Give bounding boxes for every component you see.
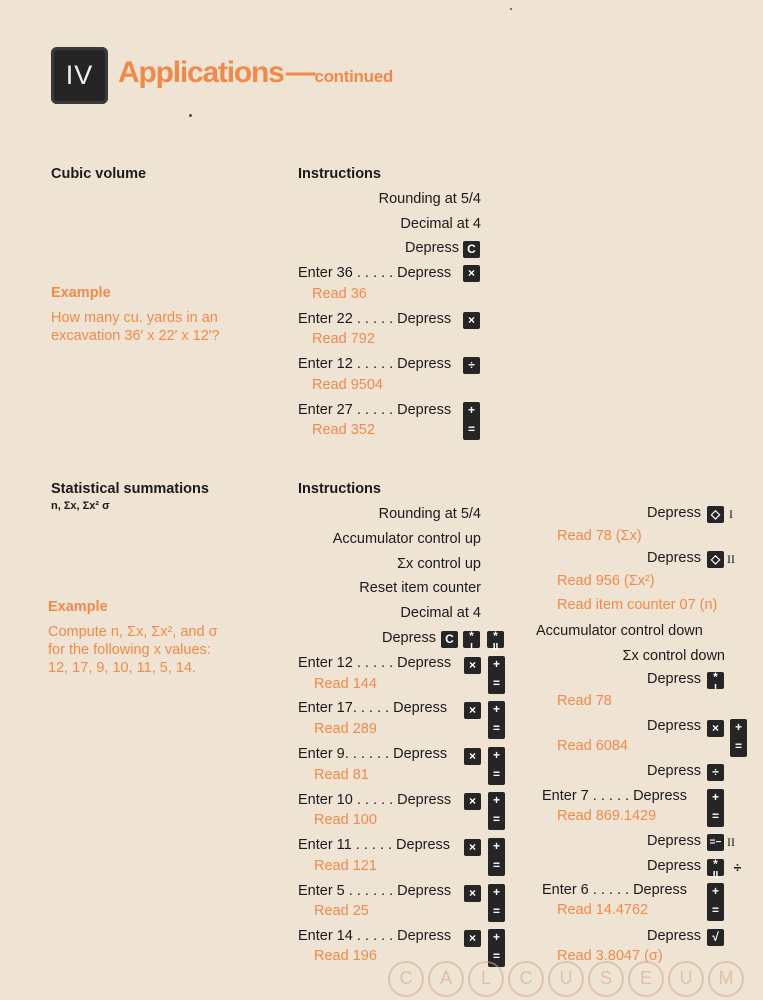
key-multiply: ×	[464, 748, 481, 765]
r-read-956: Read 956 (Σx²)	[557, 573, 655, 589]
statistical-summations-heading: Statistical summations	[51, 481, 209, 497]
r-read-869: Read 869.1429	[557, 808, 657, 824]
stat-enter-14: Enter 14 . . . . . Depress	[298, 928, 452, 944]
stat-reset-counter: Reset item counter	[359, 580, 481, 596]
stat-enter-11: Enter 11 . . . . . Depress	[298, 837, 451, 853]
title-continued: continued	[314, 67, 393, 86]
r-depress-minus-eq: Depress	[647, 833, 701, 849]
statistical-subheading: n, Σx, Σx² σ	[51, 500, 110, 512]
divide-symbol: ÷	[733, 859, 742, 875]
r-depress-diamond-1: Depress	[647, 505, 701, 521]
roman-ii-label: II	[727, 835, 735, 849]
stat-read-81: Read 81	[314, 767, 369, 783]
key-multiply: ×	[707, 720, 724, 737]
example-text-1b: excavation 36′ x 22′ x 12′?	[51, 328, 220, 344]
read-352: Read 352	[312, 422, 375, 438]
r-read-78: Read 78	[557, 693, 612, 709]
r-read-item-counter: Read item counter 07 (n)	[557, 597, 718, 613]
key-plus-equals: + =	[463, 402, 480, 440]
r-accum-down: Accumulator control down	[536, 623, 703, 639]
key-multiply: ×	[464, 657, 481, 674]
title-dash: —	[285, 56, 315, 89]
key-multiply: ×	[463, 265, 480, 282]
key-plus-equals: + =	[488, 884, 505, 922]
key-diamond: ◇	[707, 551, 724, 568]
key-plus-equals: + =	[488, 656, 505, 694]
stat-depress: Depress	[382, 630, 436, 646]
instructions-heading-1: Instructions	[298, 166, 381, 182]
key-plus-equals: + =	[707, 883, 724, 921]
key-star-2: * II	[487, 631, 504, 648]
stat-decimal: Decimal at 4	[400, 605, 481, 621]
key-plus-equals: + =	[488, 929, 505, 967]
key-multiply: ×	[464, 930, 481, 947]
calcuseum-watermark: C A L C U S E U M	[380, 958, 763, 1000]
stat-read-121: Read 121	[314, 858, 377, 874]
read-36: Read 36	[312, 286, 367, 302]
r-depress-star: Depress	[647, 671, 701, 687]
cubic-volume-heading: Cubic volume	[51, 166, 147, 182]
paper-fleck	[510, 8, 512, 10]
stat-enter-5: Enter 5 . . . . . . Depress	[298, 883, 452, 899]
roman-ii-label: II	[727, 552, 735, 566]
r-sigma-down: Σx control down	[622, 648, 725, 664]
stat-enter-9: Enter 9. . . . . . Depress	[298, 746, 448, 762]
r-enter-7: Enter 7 . . . . . Depress	[542, 788, 688, 804]
key-divide: ÷	[707, 764, 724, 781]
r-read-78-sigma: Read 78 (Σx)	[557, 528, 642, 544]
key-star-1: * I	[707, 672, 724, 689]
example-text-2b: for the following x values:	[48, 642, 211, 658]
example-text-2a: Compute n, Σx, Σx², and σ	[48, 624, 218, 640]
key-plus-equals: + =	[707, 789, 724, 827]
stat-read-289: Read 289	[314, 721, 377, 737]
step-enter-27: Enter 27 . . . . . Depress	[298, 402, 452, 418]
step-depress: Depress	[405, 240, 459, 256]
key-sqrt: √	[707, 929, 724, 946]
key-plus-equals: + =	[488, 747, 505, 785]
key-minus-equals: =−	[707, 834, 724, 851]
stat-accum-up: Accumulator control up	[332, 531, 481, 547]
r-read-14: Read 14.4762	[557, 902, 649, 918]
stat-sigma-up: Σx control up	[397, 556, 481, 572]
example-label-1: Example	[51, 285, 111, 301]
read-792: Read 792	[312, 331, 375, 347]
key-clear: C	[441, 631, 458, 648]
step-enter-36: Enter 36 . . . . . Depress	[298, 265, 452, 281]
stat-rounding: Rounding at 5/4	[378, 506, 481, 522]
read-9504: Read 9504	[312, 377, 383, 393]
key-plus-equals: + =	[730, 719, 747, 757]
instructions-heading-2: Instructions	[298, 481, 381, 497]
paper-fleck	[189, 114, 192, 117]
r-read-sigma: Read 3.8047 (σ)	[557, 948, 663, 964]
example-text-2c: 12, 17, 9, 10, 11, 5, 14.	[48, 660, 197, 676]
step-enter-12: Enter 12 . . . . . Depress	[298, 356, 452, 372]
r-depress-sqrt: Depress	[647, 928, 701, 944]
key-diamond: ◇	[707, 506, 724, 523]
r-depress-mult-plus: Depress	[647, 718, 701, 734]
key-plus-equals: + =	[488, 792, 505, 830]
key-star-2: * II	[707, 859, 724, 876]
example-text-1a: How many cu. yards in an	[51, 310, 218, 326]
stat-enter-17: Enter 17. . . . . Depress	[298, 700, 448, 716]
stat-enter-12: Enter 12 . . . . . Depress	[298, 655, 452, 671]
stat-read-100: Read 100	[314, 812, 377, 828]
key-plus-equals: + =	[488, 838, 505, 876]
key-multiply: ×	[464, 839, 481, 856]
key-star-1: * I	[463, 631, 480, 648]
r-enter-6: Enter 6 . . . . . Depress	[542, 882, 688, 898]
r-read-6084: Read 6084	[557, 738, 628, 754]
stat-read-144: Read 144	[314, 676, 377, 692]
key-multiply: ×	[464, 793, 481, 810]
r-depress-divide: Depress	[647, 763, 701, 779]
stat-read-25: Read 25	[314, 903, 369, 919]
stat-read-196: Read 196	[314, 948, 377, 964]
r-depress-star-divide: Depress	[647, 858, 701, 874]
r-depress-diamond-2: Depress	[647, 550, 701, 566]
chapter-badge	[51, 47, 108, 104]
key-plus-equals: + =	[488, 701, 505, 739]
key-divide: ÷	[463, 357, 480, 374]
chapter-number: IV	[65, 60, 94, 90]
key-multiply: ×	[463, 312, 480, 329]
step-decimal: Decimal at 4	[400, 216, 481, 232]
example-label-2: Example	[48, 599, 108, 615]
page-title: Applications—continued	[118, 56, 393, 89]
step-enter-22: Enter 22 . . . . . Depress	[298, 311, 452, 327]
roman-i-label: I	[729, 507, 733, 521]
key-clear: C	[463, 241, 480, 258]
step-rounding: Rounding at 5/4	[378, 191, 481, 207]
key-multiply: ×	[464, 885, 481, 902]
key-multiply: ×	[464, 702, 481, 719]
stat-enter-10: Enter 10 . . . . . Depress	[298, 792, 452, 808]
